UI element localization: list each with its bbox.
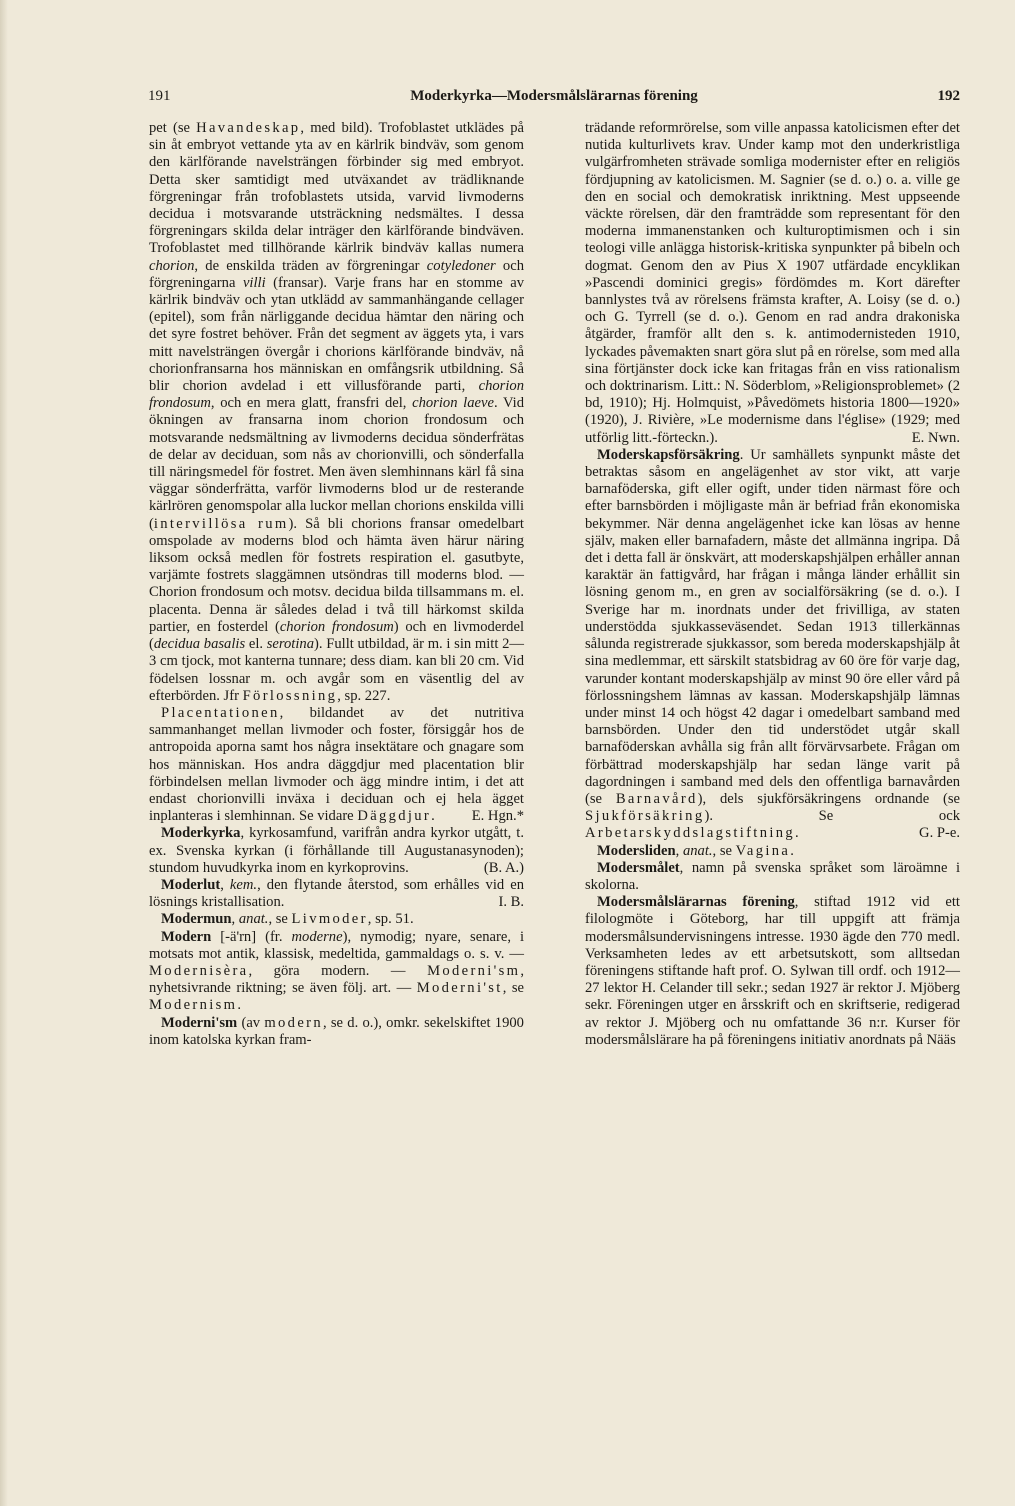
headword: Modern: [161, 928, 212, 945]
author-signature: G. P-e.: [919, 825, 960, 842]
placentation-paragraph: Placentationen, bildandet av det nutritiva sammanhanget mellan livmoder och foster, försiggår hos de antropoida aporna samt hos några insektätare och gnagare som hos människan. Hos andra däggdjur med placentation blir förbindelsen mellan livmoder och ägg mindre intim, i det att endast chorionvilli inväxa i deciduan och ej hela ägget inplanteras i slemhinnan. Se vidare Däggdjur. E. Hgn.*: [149, 704, 524, 825]
modernism-continuation: trädande reformrörelse, som ville anpassa katolicismen efter det nutida kulturlivets krav. Under kamp mot den underkristliga vulgärfromheten strävade somliga modernister efter en religiös fördjupning av katolicismen. M. Sagnier (se d. o.) o. a. ville ge den en social och demokratisk inriktning. Mest uppseende väckte rörelsen, där den framträdde som representant för den moderna immanenstanken och kulturoptimismen och i sin teologi ville anlägga historisk-kritiska synpunkter på bibeln och dogmat. Genom den av Pius X 1907 utfärdade encyklikan »Pascendi dominici gregis» fördömdes m. Kort därefter bannlystes två av rörelsens främsta krafter, A. Loisy (se d. o.) och G. Tyrrell (se d. o.). Genom en rad andra drakoniska åtgärder, framför allt den s. k. antimodernisteden 1910, lyckades påvemakten snart göra slut på en rörelse, som med alla sina förtjänster dock icke kan fritagas från en viss rationalism och doktrinarism. Litt.: N. Söderblom, »Religionsproblemet» (2 bd, 1910); Hj. Holmquist, »Påvedömets historia 1800—1920» (1920), J. Rivière, »Le modernisme dans l'église» (1929; med utförlig litt.-förteckn.). E. Nwn.: [585, 120, 960, 446]
headword: Moderlut: [161, 876, 221, 893]
headword: Moderskapsförsäkring: [597, 446, 740, 463]
author-signature: I. B.: [498, 894, 524, 911]
headword: Moderkyrka: [161, 825, 241, 842]
entry-modersmalslararnas-forening: Modersmålslärarnas förening, stiftad 1912 vid ett filologmöte i Göteborg, har till uppgift att främja modersmålsundervisningens intresse. 1930 ägde den 770 medl. Verksamheten ledes av ett arbetsutskott, som alltsedan föreningens stiftande haft prof. O. Sylwan till ordf. och 1912—27 lektor H. Celander till sekr.; sedan 1927 är rektor J. Mjöberg sekr. Föreningen utger en årsskrift och en skriftserie, redigerad av rektor J. Mjöberg och nu omfattande 36 n:r. Kurser för modersmålslärare ha på föreningens initiativ anordnats på Nääs: [585, 894, 960, 1048]
cross-reference: Förlossning: [242, 687, 338, 704]
author-signature: E. Nwn.: [911, 429, 960, 446]
headword: Modersmålet: [597, 859, 680, 876]
entry-moderlut: Moderlut, kem., den flytande återstod, som erhålles vid en lösnings kristallisation. I. B.: [149, 876, 525, 911]
cross-reference: Vagina: [735, 842, 791, 859]
headword: Modersliden: [597, 842, 676, 859]
cross-reference: Havandeskap: [196, 120, 301, 136]
cross-reference: Arbetarskyddslagstiftning: [585, 825, 795, 842]
page-edge-shadow: [0, 0, 8, 1506]
cross-reference: Däggdjur: [357, 808, 432, 825]
headword: Modersmålslärarnas förening: [597, 894, 795, 911]
placenta-continuation: pet (se Havandeskap, med bild). Trofoblastet utklädes på sin åt embryot vettande yta av en kärlrik bindväv, som genom den kärlförande navelsträngen förbinder sig med embryot. Detta sker samtidigt med utväxandet av trädliknande förgreningar från trofoblastets utsida, varvid livmoderns decidua i motsvarande utsträckning nedsmältes. I dessa förgreningars skilda delar inträger den kärlförande bindväven. Trofoblastet med tillhörande kärlrik bindväv kallas numera chorion, de enskilda träden av förgreningar cotyledoner och förgreningarna villi (fransar). Varje frans har en stomme av kärlrik bindväv och ytan utklädd av sammanhängande cellager (epitel), som från närliggande decidua hämtar den näring och det syre fostret behöver. Från det segment av äggets yta, i vars mitt navelsträngen övergår i chorions kärlförande bindväv, nå chorionfransarna hos människan en omfångsrik utbildning. Så blir chorion avdelad i ett villusförande parti, chorion frondosum, och en mera glatt, fransfri del, chorion laeve. Vid ökningen av fransarna inom chorion frondosum och motsvarande nedsmältning av livmoderns decidua sönderfrätas de delar av deciduan, som nås av chorionvilli, och sönderfalla till näringsmedel för fostret. Men även slemhinnans kärl få sina väggar sönderfrätta, varför livmoderns blod ur de resterande kärlrören genomspolar alla luckor mellan chorions enskilda villi (intervillösa rum). Så bli chorions fransar omedelbart omspolade av moderns blod och hämta även härur näring liksom också medlen för fostrets respiration el. gasutbyte, varjämte fostrets slaggämnen utsöndras till moderns blod. — Chorion frondosum och motsv. decidua bilda tillsammans m. el. placenta. Denna är således delad i två till härkomst skilda partier, en fosterdel (chorion frondosum) och en livmoderdel (decidua basalis el. serotina). Fullt utbildad, är m. i sin mitt 2—3 cm tjock, mot kanterna tunnare; dess diam. kan bli 20 cm. Vid födelsen lossnar m. och avgår som en väsentlig del av efterbörden. Jfr Förlossning, sp. 227.: [149, 120, 525, 704]
author-signature: E. Hgn.*: [471, 808, 524, 825]
running-head: Moderkyrka—Modersmålslärarnas förening: [410, 88, 698, 104]
author-signature: (B. A.): [483, 859, 524, 876]
right-column: [585, 120, 960, 1049]
entry-moderskapsforsakring: Moderskapsförsäkring. Ur samhällets synpunkt måste det betraktas såsom en angelägenhet av stor vikt, att varje barnaföderska, gift eller ogift, under tiden närmast före och efter barnsbörden i möjligaste mån är befriad från ekonomiska bekymmer. När denna angelägenhet icke kan lösas av henne själv, maken eller barnafadern, måste det allmänna ingripa. Då det i detta fall är önskvärt, att moderskapshjälpen erhåller annan karaktär än fattigvård, har frågan i många länder erhållit sin lösning genom m., en gren av socialförsäkring (se d. o.). I Sverige har m. inordnats under det frivilliga, av staten understödda sjukkasseväsendet. Sedan 1913 tillerkännas sålunda registrerade sjukkassor, som bereda moderskapshjälp åt sina medlemmar, ett särskilt statsbidrag av 60 öre för varje dag, varunder kontant moderskapshjälp av minst 90 öre eller vård på förlossningshem lämnas av kassan. Moderskapshjälp lämnas under minst 14 och högst 42 dagar i omedelbart samband med barnsbörden. Under den tid understödet utgår skall barnaföderskan avhålla sig från allt förvärvsarbete. Frågan om förbättrad moderskapshjälp har sedan länge varit på dagordningen i samband med dels den offentliga barnavården (se Barnavård), dels sjukförsäkringens ordnande (se Sjukförsäkring). Se ock Arbetarskyddslagstiftning. G. P-e.: [585, 446, 961, 842]
left-column: [149, 120, 524, 1049]
entry-modern: Modern [-ä'rn] (fr. moderne), nymodig; nyare, senare, i motsats mot antik, klassisk, medeltida, gammaldags o. s. v. — Modernisèra, göra modern. — Moderni'sm, nyhetsivrande riktning; se även följ. art. — Moderni'st, se Modernism.: [149, 928, 525, 1014]
headword: Modermun: [161, 911, 232, 928]
entry-modersliden: Modersliden, anat., se Vagina.: [597, 842, 794, 859]
entry-modermun: Modermun, anat., se Livmoder, sp. 51.: [161, 911, 414, 928]
entry-moderkyrka: Moderkyrka, kyrkosamfund, varifrån andra kyrkor utgått, t. ex. Svenska kyrkan (i förhållande till Augustanasynoden); stundom huvudkyrka inom en kyrkoprovins. (B. A.): [149, 825, 524, 876]
page-header: [148, 88, 960, 112]
entry-modersmalet: Modersmålet, namn på svenska språket som läroämne i skolorna.: [585, 859, 960, 893]
entry-modernism: Moderni'sm (av modern, se d. o.), omkr. sekelskiftet 1900 inom katolska kyrkan fram-: [149, 1014, 524, 1048]
cross-reference: Modernism: [149, 997, 238, 1014]
page-number-left: 191: [148, 88, 171, 104]
cross-reference: Livmoder: [291, 911, 368, 928]
headword: Moderni'sm: [161, 1014, 238, 1031]
page-number-right: 192: [937, 88, 960, 104]
